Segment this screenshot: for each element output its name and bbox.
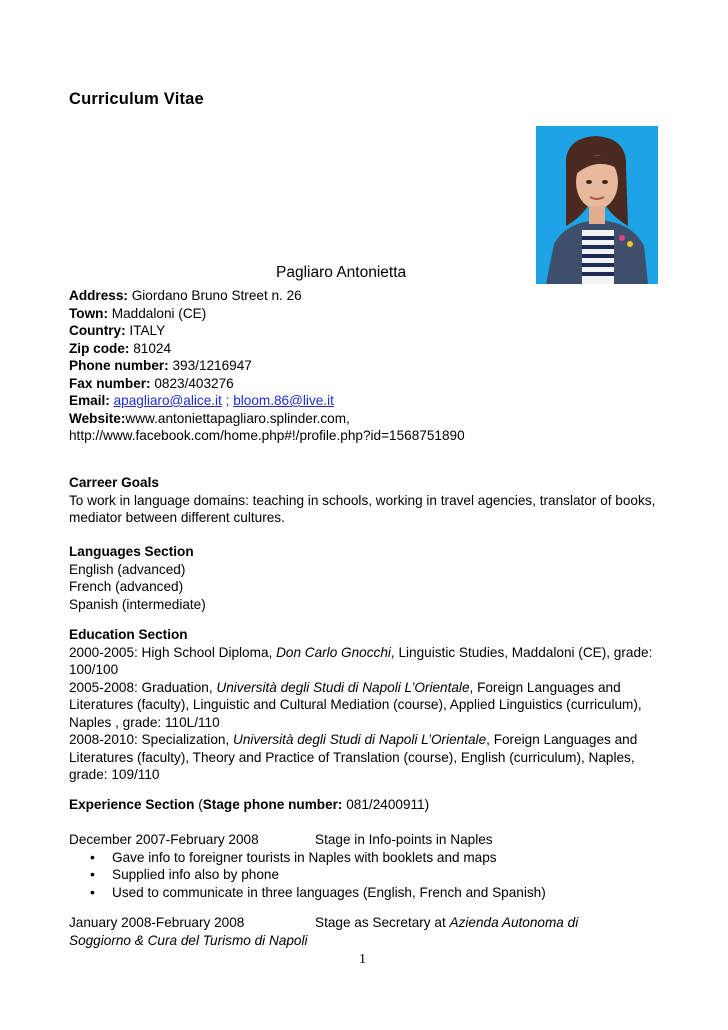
list-item: • Used to communicate in three languages (English, French and Spanish) — [90, 883, 546, 900]
education-entry-3: 2008-2010: Specialization, Università degli Studi di Napoli L’Orientale, Foreign Languages and Literatures (faculty), Theory and Practice of Translation (course), English (curriculum), Naples, grade: 109/110 — [69, 732, 638, 782]
website-line: Website:www.antoniettapagliaro.splinder.com, — [69, 410, 350, 426]
education-heading: Education Section — [69, 627, 188, 642]
email-link-2[interactable]: bloom.86@live.it — [233, 393, 334, 408]
list-item: • Gave info to foreigner tourists in Naples with booklets and maps — [90, 848, 497, 865]
education-entry-2: 2005-2008: Graduation, Università degli Studi di Napoli L’Orientale, Foreign Languages and Literatures (faculty), Linguistic and Cultural Mediation (course), Applied Linguistics (curriculum), Naples , grade: 110L/110 — [69, 679, 642, 730]
language-item: French (advanced) — [69, 579, 184, 594]
document-title: Curriculum Vitae — [69, 90, 204, 108]
goals-text: To work in language domains: teaching in schools, working in travel agencies, translator of books, mediator between different cultures. — [69, 492, 656, 525]
profile-photo — [536, 126, 658, 284]
language-item: Spanish (intermediate) — [69, 596, 206, 612]
job-2-title-continued: Soggiorno & Cura del Turismo di Napoli — [69, 932, 308, 948]
bullet-icon: • — [90, 883, 95, 900]
country-line: Country: ITALY — [69, 323, 166, 338]
page-number: 1 — [359, 952, 366, 967]
website-line-2: http://www.facebook.com/home.php#!/profile.php?id=1568751890 — [69, 428, 465, 443]
email-link-1[interactable]: apagliaro@alice.it — [113, 393, 222, 408]
job-2-title: Stage as Secretary at Azienda Autonoma di — [315, 915, 579, 930]
language-item: English (advanced) — [69, 561, 186, 577]
address-line: Address: Giordano Bruno Street n. 26 — [69, 288, 302, 303]
experience-heading: Experience Section (Stage phone number: 081/2400911) — [69, 797, 430, 812]
bullet-icon: • — [90, 848, 95, 865]
phone-line: Phone number: 393/1216947 — [69, 358, 252, 373]
languages-heading: Languages Section — [69, 544, 194, 559]
zip-line: Zip code: 81024 — [69, 340, 172, 356]
bullet-icon: • — [90, 866, 95, 882]
education-entry-1: 2000-2005: High School Diploma, Don Carlo Gnocchi, Linguistic Studies, Maddaloni (CE), grade: 100/100 — [69, 644, 653, 677]
list-item: • Supplied info also by phone — [90, 866, 280, 882]
person-name: Pagliaro Antonietta — [276, 264, 407, 281]
job-2-period: January 2008-February 2008 — [69, 915, 245, 930]
email-line: Email: apagliaro@alice.it ; bloom.86@live.it — [69, 393, 334, 408]
job-1-title: Stage in Info-points in Naples — [315, 832, 493, 847]
goals-heading: Carreer Goals — [69, 475, 159, 490]
website-text-1: www.antoniettapagliaro.splinder.com, — [125, 410, 350, 426]
fax-line: Fax number: 0823/403276 — [69, 375, 234, 391]
town-line: Town: Maddaloni (CE) — [69, 305, 207, 321]
job-1-period: December 2007-February 2008 — [69, 832, 259, 847]
